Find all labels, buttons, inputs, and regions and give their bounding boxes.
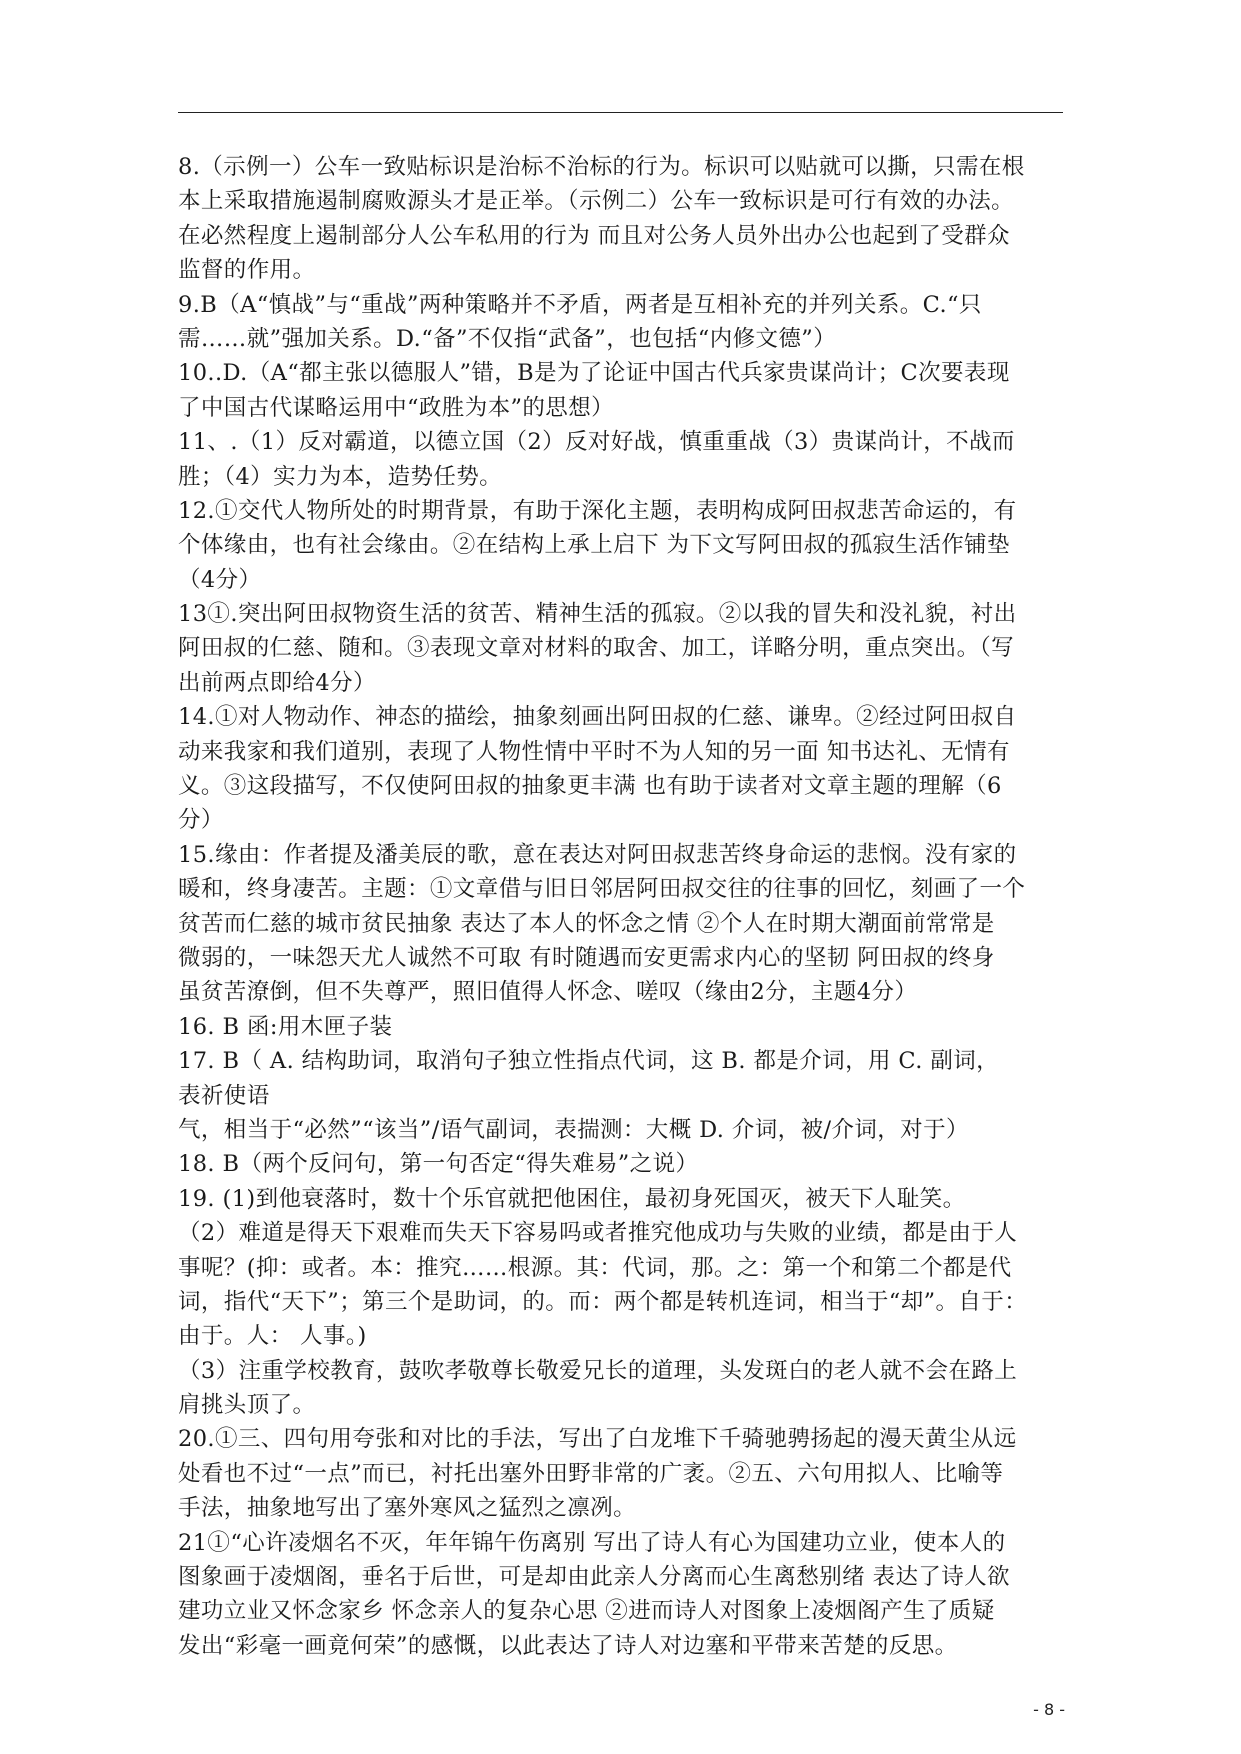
text-line: 了中国古代谋略运用中“政胜为本”的思想） — [178, 394, 615, 421]
text-line: 11、.（1）反对霸道，以德立国（2）反对好战，慎重重战（3）贵谋尚计，不战而 — [178, 429, 1015, 456]
text-line: 个体缘由，也有社会缘由。②在结构上承上启下 为下文写阿田叔的孤寂生活作铺垫 — [178, 532, 1010, 559]
text-line: 10..D.（A“都主张以德服人”错，B是为了论证中国古代兵家贵谋尚计；C次要表现 — [178, 360, 1010, 387]
header-rule — [178, 112, 1063, 113]
text-line: 18. B（两个反问句，第一句否定“得失难易”之说） — [178, 1151, 699, 1178]
text-line: 在必然程度上遏制部分人公车私用的行为 而且对公务人员外出办公也起到了受群众 — [178, 222, 1010, 249]
text-line: 14.①对人物动作、神态的描绘，抽象刻画出阿田叔的仁慈、谦卑。②经过阿田叔自 — [178, 704, 1017, 731]
text-line: （3）注重学校教育，鼓吹孝敬尊长敬爱兄长的道理，头发斑白的老人就不会在路上 — [178, 1357, 1018, 1384]
text-line: 肩挑头顶了。 — [178, 1392, 316, 1419]
text-line: 表祈使语 — [178, 1082, 270, 1109]
text-line: 9.B（A“慎战”与“重战”两种策略并不矛盾，两者是互相补充的并列关系。C.“只 — [178, 291, 982, 318]
text-line: 事呢？(抑：或者。本：推究……根源。其：代词，那。之：第一个和第二个都是代 — [178, 1254, 1012, 1281]
text-line: 微弱的，一味怨天尤人诚然不可取 有时随遇而安更需求内心的坚韧 阿田叔的终身 — [178, 944, 995, 971]
text-line: 处看也不过“一点”而已，衬托出塞外田野非常的广袤。②五、六句用拟人、比喻等 — [178, 1460, 1004, 1487]
text-line: 需……就”强加关系。D.“备”不仅指“武备”，也包括“内修文德”） — [178, 325, 837, 352]
text-line: 由于。人： 人事。) — [178, 1323, 367, 1350]
text-line: 贫苦而仁慈的城市贫民抽象 表达了本人的怀念之情 ②个人在时期大潮面前常常是 — [178, 910, 995, 937]
text-line: 发出“彩毫一画竟何荣”的感慨，以此表达了诗人对边塞和平带来苦楚的反思。 — [178, 1632, 958, 1659]
page-number: - 8 - — [1033, 1700, 1065, 1719]
text-line: 建功立业又怀念家乡 怀念亲人的复杂心思 ②进而诗人对图象上凌烟阁产生了质疑 — [178, 1598, 995, 1625]
text-line: 16. B 函:用木匣子装 — [178, 1013, 393, 1040]
text-line: （4分） — [178, 566, 262, 593]
text-line: 8.（示例一）公车一致贴标识是治标不治标的行为。标识可以贴就可以撕，只需在根 — [178, 154, 1025, 180]
text-line: 手法，抽象地写出了塞外寒风之猛烈之凛冽。 — [178, 1495, 637, 1522]
text-line: 12.①交代人物所处的时期背景，有助于深化主题，表明构成阿田叔悲苦命运的，有 — [178, 497, 1017, 524]
answer-text — [178, 150, 1098, 1663]
text-line: 暖和，终身凄苦。主题：①文章借与旧日邻居阿田叔交往的往事的回忆，刻画了一个 — [178, 876, 1026, 903]
text-line: 本上采取措施遏制腐败源头才是正举。（示例二）公车一致标识是可行有效的办法。 — [178, 188, 1015, 215]
text-line: 义。③这段描写，不仅使阿田叔的抽象更丰满 也有助于读者对文章主题的理解（6 — [178, 773, 1002, 800]
text-line: 虽贫苦潦倒，但不失尊严，照旧值得人怀念、嗟叹（缘由2分，主题4分） — [178, 979, 918, 1006]
text-line: 分） — [178, 807, 224, 834]
text-line: 19. (1)到他衰落时，数十个乐官就把他困住，最初身死国灭，被天下人耻笑。 — [178, 1185, 966, 1212]
text-line: 阿田叔的仁慈、随和。③表现文章对材料的取舍、加工，详略分明，重点突出。（写 — [178, 635, 1015, 662]
text-line: 动来我家和我们道别，表现了人物性情中平时不为人知的另一面 知书达礼、无情有 — [178, 738, 1010, 765]
text-line: 胜；（4）实力为本，造势任势。 — [178, 463, 503, 490]
text-line: 气，相当于“必然”“该当”/语气副词，表揣测：大概 D. 介词，被/介词，对于） — [178, 1116, 969, 1143]
text-line: 监督的作用。 — [178, 257, 316, 284]
text-line: 21①“心许凌烟名不灭，年年锦午伤离别 写出了诗人有心为国建功立业，使本人的 — [178, 1529, 1006, 1556]
text-line: 15.缘由：作者提及潘美辰的歌，意在表达对阿田叔悲苦终身命运的悲悯。没有家的 — [178, 841, 1017, 868]
text-line: 出前两点即给4分） — [178, 669, 376, 696]
text-line: 17. B（ A. 结构助词，取消句子独立性指点代词，这 B. 都是介词，用 C. 副词， — [178, 1048, 1000, 1075]
text-line: 词，指代“天下”；第三个是助词，的。而：两个都是转机连词，相当于“却”。自于： — [178, 1288, 1028, 1315]
text-line: 20.①三、四句用夸张和对比的手法，写出了白龙堆下千骑驰骋扬起的漫天黄尘从远 — [178, 1426, 1017, 1453]
text-line: 13①.突出阿田叔物资生活的贫苦、精神生活的孤寂。②以我的冒失和没礼貌，衬出 — [178, 601, 1017, 628]
text-line: （2）难道是得天下艰难而失天下容易吗或者推究他成功与失败的业绩，都是由于人 — [178, 1220, 1018, 1247]
text-line: 图象画于凌烟阁，垂名于后世，可是却由此亲人分离而心生离愁别绪 表达了诗人欲 — [178, 1564, 1010, 1591]
